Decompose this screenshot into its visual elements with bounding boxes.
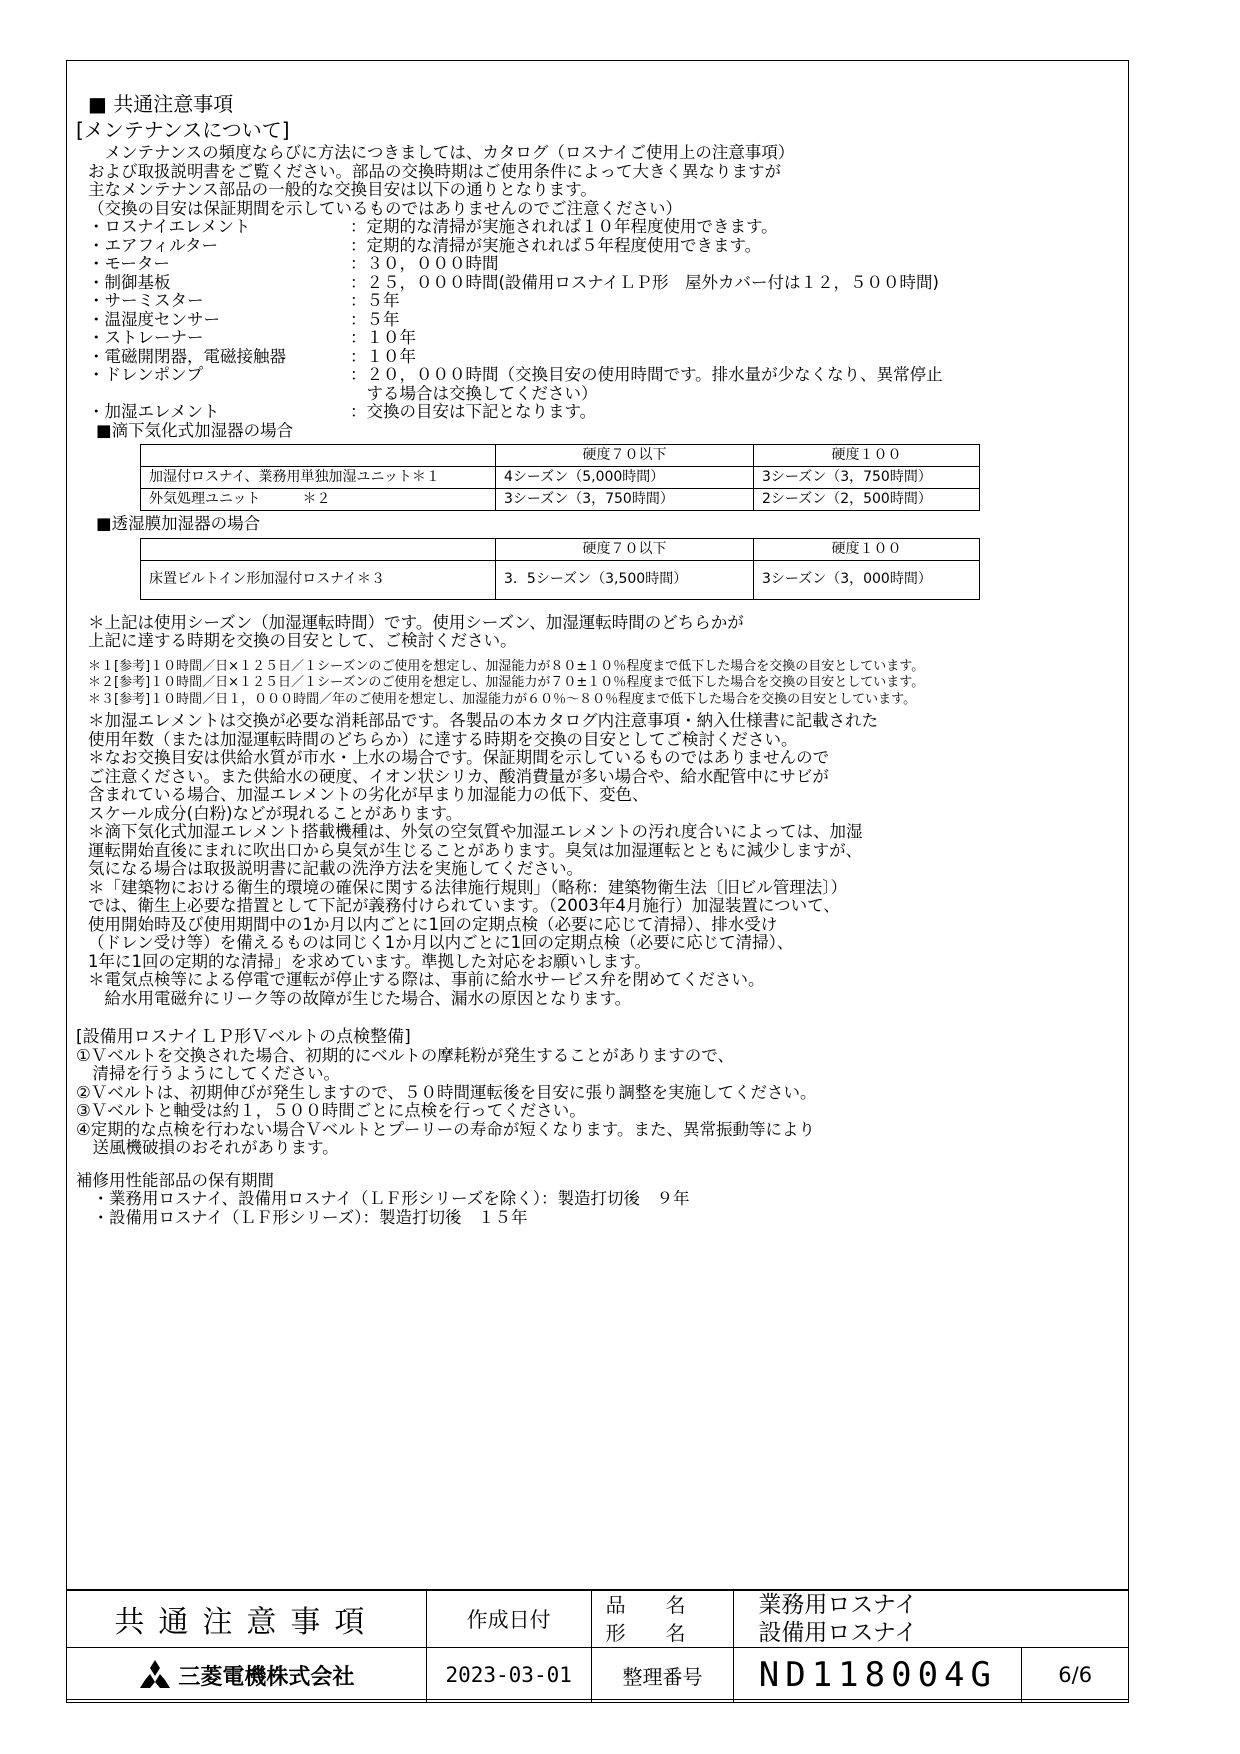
table-cell: 外気処理ユニット ＊２ [141, 489, 496, 511]
part-value: ：１０年 [350, 328, 416, 347]
table-header-cell: 硬度１００ [754, 538, 980, 560]
note-line: ＊「建築物における衛生的環境の確保に関する法律施行規則」（略称：建築物衛生法〔旧ビル管理法〕） [88, 877, 847, 897]
part-name: ・制御基板 [88, 272, 171, 292]
part-name: ・ストレーナー [88, 328, 204, 347]
membrane-title: ■透湿膜加湿器の場合 [96, 514, 261, 533]
vbelt-line: ①Ｖベルトを交換された場合、初期的にベルトの摩耗粉が発生することがありますので、 [76, 1045, 734, 1065]
model-label: 形 名 [605, 1621, 686, 1645]
part-value: ：５年 [350, 291, 400, 310]
parts-retention-list [76, 1190, 1128, 1227]
maintenance-heading: [メンテナンスについて] [76, 118, 290, 142]
part-value: ：１０年 [350, 346, 416, 366]
note-line: 含まれている場合、加湿エレメントの劣化が早まり加湿能力の低下、変色、 [88, 785, 649, 804]
footnote: ＊２[参考]１０時間／日×１２５日／１シーズンのご使用を想定し、加湿能力が７０±１０％程度まで低下した場合を交換の目安としています。 [88, 675, 925, 690]
document-body [76, 92, 1128, 1227]
footnote: ＊１[参考]１０時間／日×１２５日／１シーズンのご使用を想定し、加湿能力が８０±１０％程度まで低下した場合を交換の目安としています。 [88, 658, 925, 674]
intro-line: メンテナンスの頻度ならびに方法につきましては、カタログ（ロスナイご使用上の注意事項） [88, 143, 795, 162]
part-value: ：５年 [350, 309, 400, 329]
note-line: 上記に達する時期を交換の目安として、ご検討ください。 [88, 631, 517, 650]
mitsubishi-logo-icon [138, 1660, 172, 1690]
maintenance-intro [88, 144, 1128, 218]
vbelt-line: 送風機破損のおそれがあります。 [76, 1138, 339, 1157]
part-name: ・モーター [88, 254, 170, 273]
page-number: 6/6 [1022, 1648, 1129, 1703]
intro-line: 主なメンテナンス部品の一般的な交換目安は以下の通りとなります。 [88, 180, 597, 199]
part-value: ：２５，０００時間(設備用ロスナイＬＰ形 屋外カバー付は１２，５００時間) [350, 272, 939, 292]
ref-number: ND118004G [734, 1648, 1022, 1703]
parts-list [88, 218, 1128, 422]
drip-title: ■滴下気化式加湿器の場合 [96, 420, 294, 440]
part-name: ・電磁開閉器，電磁接触器 [88, 346, 286, 366]
note-line: ご注意ください。また供給水の硬度、イオン状シリカ、酸消費量が多い場合や、給水配管中にサビが [88, 766, 829, 786]
vbelt-heading: [設備用ロスナイＬＰ形Ｖベルトの点検整備] [76, 1027, 411, 1047]
season-note [88, 614, 1128, 651]
intro-line: （交換の目安は保証期間を示しているものではありませんのでご注意ください） [88, 198, 682, 218]
model-name: 設備用ロスナイ [758, 1620, 918, 1646]
created-date: 2023-03-01 [426, 1648, 591, 1703]
table-row [141, 467, 980, 489]
note-line: 給水用電磁弁にリーク等の故障が生じた場合、漏水の原因となります。 [88, 988, 632, 1008]
table-cell: 3シーズン（3，750時間） [496, 489, 754, 511]
part-value: ：２０，０００時間（交換目安の使用時間です。排水量が少なくなり、異常停止 [350, 365, 943, 384]
table-cell: 加湿付ロスナイ、業務用単独加湿ユニット＊１ [141, 467, 496, 489]
footnote: ＊３[参考]１０時間／日１，０００時間／年のご使用を想定し、加湿能力が６０％～８０％程度まで低下した場合を交換の目安としています。 [88, 691, 917, 707]
part-name: ・温湿度センサー [88, 309, 220, 329]
vbelt-line: 清掃を行うようにしてください。 [76, 1064, 340, 1083]
table-header-cell [141, 445, 496, 467]
vbelt-line: ④定期的な点検を行わない場合Ｖベルトとプーリーの寿命が短くなります。また、異常振動等により [76, 1119, 815, 1139]
title-block [66, 1589, 1129, 1701]
drip-table [140, 444, 980, 511]
note-line: ＊電気点検等による停電で運転が停止する際は、事前に給水サービス弁を閉めてください。 [88, 970, 765, 989]
note-line: 1年に1回の定期的な清掃」を求めています。準拠した対応をお願いします。 [88, 951, 651, 971]
part-name [88, 385, 350, 404]
table-cell: 3．5シーズン（3,500時間） [496, 560, 754, 599]
vbelt-line: ②Ｖベルトは、初期伸びが発生しますので、５０時間運転後を目安に張り調整を実施してください。 [76, 1082, 817, 1102]
parts-retention-heading: 補修用性能部品の保有期間 [76, 1170, 274, 1190]
part-value: ：定期的な清掃が実施されれば５年程度使用できます。 [350, 235, 762, 255]
table-row [141, 489, 980, 511]
created-label: 作成日付 [426, 1591, 591, 1648]
notes [88, 712, 1128, 1008]
name-values [734, 1591, 1129, 1648]
section-title: ■ 共通注意事項 [88, 92, 234, 116]
product-name: 業務用ロスナイ [758, 1592, 918, 1618]
ref-label: 整理番号 [591, 1648, 734, 1703]
vbelt-line: ③Ｖベルトと軸受は約１，５００時間ごとに点検を行ってください。 [76, 1101, 586, 1120]
part-value: ：３０，０００時間 [350, 254, 499, 273]
part-value: する場合は交換してください） [350, 383, 598, 403]
table-row [141, 560, 980, 599]
retention-line: ・業務用ロスナイ、設備用ロスナイ（ＬＦ形シリーズを除く）：製造打切後 ９年 [76, 1189, 690, 1208]
part-name: ・ドレンポンプ [88, 365, 204, 384]
note-line: ＊滴下気化式加湿エレメント搭載機種は、外気の空気質や加湿エレメントの汚れ度合いによっては、加湿 [88, 822, 863, 841]
note-line: 使用年数（または加湿運転時間のどちらか）に達する時期を交換の目安としてご検討ください。 [88, 729, 798, 749]
note-line: （ドレン受け等）を備えるものは同じく1か月以内ごとに1回の定期点検（必要に応じて清掃）、 [88, 933, 794, 952]
footnotes [88, 659, 1128, 709]
table-cell: 3シーズン（3，750時間） [754, 467, 980, 489]
doc-title: 共通注意事項 [67, 1591, 427, 1648]
note-line: スケール成分(白粉)などが現れることがあります。 [88, 803, 463, 823]
company-logo [67, 1660, 426, 1691]
note-line: 使用開始時及び使用期間中の1か月以内ごとに1回の定期点検（必要に応じて清掃）、排水受け [88, 914, 778, 934]
part-name: ・エアフィルター [88, 235, 219, 255]
intro-line: および取扱説明書をご覧ください。部品の交換時期はご使用条件によって大きく異なりますが [88, 161, 781, 181]
table-header-cell [141, 538, 496, 560]
note-line: では、衛生上必要な措置として下記が義務付けられています。（2003年4月施行）加湿装置について、 [88, 896, 840, 915]
table-cell: 3シーズン（3，000時間） [754, 560, 980, 599]
table-cell: 2シーズン（2，500時間） [754, 489, 980, 511]
product-label: 品 名 [605, 1593, 686, 1617]
vbelt-list [76, 1047, 1128, 1158]
note-line: 運転開始直後にまれに吹出口から臭気が生じることがあります。臭気は加湿運転とともに減少しますが、 [88, 840, 863, 860]
note-line: ＊加湿エレメントは交換が必要な消耗部品です。各製品の本カタログ内注意事項・納入仕様書に記載された [88, 711, 879, 730]
note-line: 気になる場合は取扱説明書に記載の洗浄方法を実施してください。 [88, 859, 583, 878]
membrane-table [140, 538, 980, 600]
table-header-cell: 硬度７０以下 [496, 538, 754, 560]
part-name: ・サーミスター [88, 291, 204, 310]
part-name: ・ロスナイエレメント [88, 217, 251, 236]
note-line: ＊なお交換目安は供給水質が市水・上水の場合です。保証期間を示しているものではありませんので [88, 748, 830, 767]
table-header-cell: 硬度１００ [754, 445, 980, 467]
table-cell: 4シーズン（5,000時間） [496, 467, 754, 489]
table-cell: 床置ビルトイン形加湿付ロスナイ＊３ [141, 560, 496, 599]
name-labels [591, 1591, 734, 1648]
company-cell [67, 1648, 427, 1703]
table-header-cell: 硬度７０以下 [496, 445, 754, 467]
note-line: ＊上記は使用シーズン（加湿運転時間）です。使用シーズン、加湿運転時間のどちらかが [88, 612, 744, 632]
company-name: 三菱電機株式会社 [178, 1664, 355, 1690]
part-value: ：交換の目安は下記となります。 [350, 402, 597, 421]
retention-line: ・設備用ロスナイ（ＬＦ形シリーズ）：製造打切後 １５年 [76, 1207, 528, 1227]
part-name: ・加湿エレメント [88, 402, 220, 421]
part-value: ：定期的な清掃が実施されれば１０年程度使用できます。 [350, 217, 778, 236]
